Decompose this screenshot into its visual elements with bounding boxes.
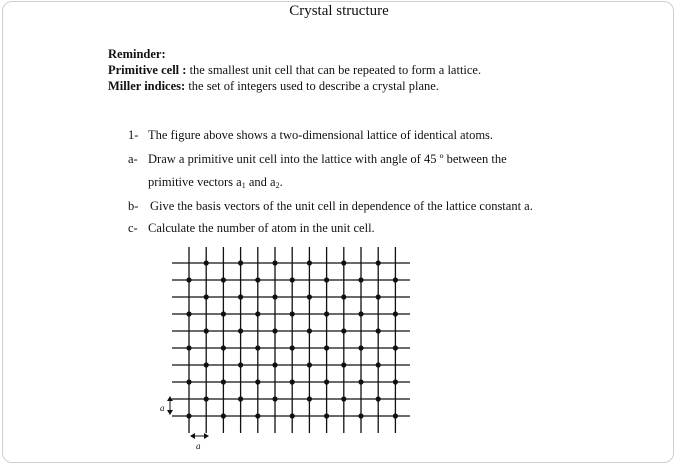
primitive-cell-definition: Primitive cell : the smallest unit cell that can be repeated to form a lattice. xyxy=(108,63,482,77)
atom xyxy=(324,413,329,418)
atom xyxy=(221,277,226,282)
question-b-number: b- xyxy=(128,199,139,213)
atom xyxy=(376,396,381,401)
question-b-text: Give the basis vectors of the unit cell in dependence of the lattice constant a. xyxy=(150,199,533,213)
question-1-number: 1- xyxy=(128,128,139,142)
atom xyxy=(358,345,363,350)
atom xyxy=(272,260,277,265)
atom xyxy=(376,260,381,265)
atom xyxy=(204,362,209,367)
atom xyxy=(272,362,277,367)
atom xyxy=(341,396,346,401)
atom xyxy=(324,379,329,384)
atom xyxy=(238,294,243,299)
atom xyxy=(376,328,381,333)
lattice-constant-label-horizontal: a xyxy=(196,441,201,451)
atom xyxy=(358,277,363,282)
atom xyxy=(186,311,191,316)
atom xyxy=(221,345,226,350)
atom xyxy=(358,413,363,418)
atom xyxy=(341,328,346,333)
atom xyxy=(186,277,191,282)
atom xyxy=(376,294,381,299)
atom xyxy=(393,413,398,418)
atom xyxy=(307,362,312,367)
atom xyxy=(393,345,398,350)
atom xyxy=(341,362,346,367)
reminder-heading: Reminder: xyxy=(108,47,166,61)
atom xyxy=(376,362,381,367)
atom xyxy=(290,345,295,350)
lattice-constant-horizontal-indicator xyxy=(190,433,209,439)
atom xyxy=(238,328,243,333)
page-title: Crystal structure xyxy=(289,3,389,19)
atom xyxy=(307,260,312,265)
atom xyxy=(358,379,363,384)
atom xyxy=(358,311,363,316)
atom xyxy=(221,311,226,316)
question-a-number: a- xyxy=(128,152,138,166)
atom xyxy=(307,328,312,333)
atom xyxy=(255,413,260,418)
atom xyxy=(393,379,398,384)
question-a-text: Draw a primitive unit cell into the lattice with angle of 45 º between the xyxy=(148,152,507,166)
atom xyxy=(341,260,346,265)
atom xyxy=(290,413,295,418)
question-c-text: Calculate the number of atom in the unit cell. xyxy=(148,221,375,235)
atom xyxy=(393,311,398,316)
atom xyxy=(393,277,398,282)
question-c-number: c- xyxy=(128,221,138,235)
lattice-grid xyxy=(172,247,410,433)
atom xyxy=(238,260,243,265)
atom xyxy=(341,294,346,299)
atom xyxy=(307,396,312,401)
question-a-text-line2: primitive vectors $a_1$ and $a_2$. xyxy=(148,175,283,190)
atom xyxy=(324,277,329,282)
atom xyxy=(307,294,312,299)
atom xyxy=(221,413,226,418)
question-1-text: The figure above shows a two-dimensional lattice of identical atoms. xyxy=(148,128,494,142)
atom xyxy=(290,379,295,384)
atom xyxy=(255,345,260,350)
atom xyxy=(255,379,260,384)
lattice-constant-label-vertical: a xyxy=(160,403,165,413)
atom xyxy=(324,345,329,350)
atom xyxy=(221,379,226,384)
atom xyxy=(204,294,209,299)
atom xyxy=(290,311,295,316)
atom xyxy=(272,294,277,299)
atom xyxy=(324,311,329,316)
atom xyxy=(204,328,209,333)
miller-indices-definition: Miller indices: the set of integers used to describe a crystal plane. xyxy=(108,79,439,93)
atom xyxy=(204,260,209,265)
atom xyxy=(186,379,191,384)
atom xyxy=(255,311,260,316)
atom xyxy=(272,328,277,333)
atom xyxy=(186,413,191,418)
atom xyxy=(238,362,243,367)
atom xyxy=(238,396,243,401)
atom xyxy=(290,277,295,282)
atom xyxy=(204,396,209,401)
atom xyxy=(272,396,277,401)
atom xyxy=(186,345,191,350)
atom xyxy=(255,277,260,282)
